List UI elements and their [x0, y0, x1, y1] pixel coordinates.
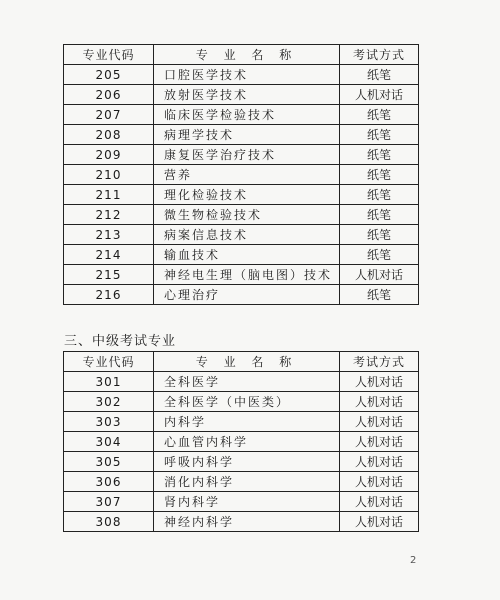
exam-mode: 纸笔: [340, 65, 419, 85]
table-row: [64, 372, 419, 392]
specialty-name: 康复医学治疗技术: [154, 145, 340, 165]
table-row: [64, 432, 419, 452]
specialty-name: 心血管内科学: [154, 432, 340, 452]
specialty-name: 心理治疗: [154, 285, 340, 305]
exam-mode: 纸笔: [340, 245, 419, 265]
exam-mode: 纸笔: [340, 205, 419, 225]
specialty-code: 301: [64, 372, 154, 392]
exam-mode: 人机对话: [340, 412, 419, 432]
table-row: [64, 225, 419, 245]
table-row: [64, 125, 419, 145]
exam-mode: 人机对话: [340, 265, 419, 285]
specialty-code: 207: [64, 105, 154, 125]
exam-mode: 纸笔: [340, 165, 419, 185]
primary-exam-table: [63, 44, 419, 305]
table-row: [64, 512, 419, 532]
header-specialty-code: 专业代码: [64, 45, 154, 65]
table-row: [64, 65, 419, 85]
header-exam-mode: 考试方式: [340, 45, 419, 65]
specialty-code: 303: [64, 412, 154, 432]
table-row: [64, 165, 419, 185]
specialty-code: 214: [64, 245, 154, 265]
table-row: [64, 492, 419, 512]
specialty-name: 内科学: [154, 412, 340, 432]
exam-mode: 人机对话: [340, 372, 419, 392]
table-row: [64, 472, 419, 492]
specialty-code: 209: [64, 145, 154, 165]
specialty-code: 308: [64, 512, 154, 532]
header-specialty-code: 专业代码: [64, 352, 154, 372]
specialty-code: 305: [64, 452, 154, 472]
table-row: [64, 245, 419, 265]
specialty-code: 205: [64, 65, 154, 85]
table-row: [64, 145, 419, 165]
specialty-code: 208: [64, 125, 154, 145]
specialty-name: 全科医学: [154, 372, 340, 392]
specialty-code: 212: [64, 205, 154, 225]
specialty-name: 营养: [154, 165, 340, 185]
table-row: [64, 265, 419, 285]
exam-mode: 人机对话: [340, 392, 419, 412]
specialty-name: 放射医学技术: [154, 85, 340, 105]
specialty-code: 213: [64, 225, 154, 245]
exam-mode: 纸笔: [340, 285, 419, 305]
exam-mode: 纸笔: [340, 125, 419, 145]
table-header-row: [64, 352, 419, 372]
specialty-name: 口腔医学技术: [154, 65, 340, 85]
specialty-code: 304: [64, 432, 154, 452]
table-row: [64, 412, 419, 432]
specialty-code: 302: [64, 392, 154, 412]
specialty-code: 307: [64, 492, 154, 512]
table-row: [64, 185, 419, 205]
table-row: [64, 105, 419, 125]
exam-mode: 纸笔: [340, 225, 419, 245]
table-row: [64, 85, 419, 105]
specialty-code: 215: [64, 265, 154, 285]
exam-mode: 纸笔: [340, 145, 419, 165]
specialty-name: 消化内科学: [154, 472, 340, 492]
specialty-code: 211: [64, 185, 154, 205]
specialty-name: 肾内科学: [154, 492, 340, 512]
specialty-name: 全科医学（中医类）: [154, 392, 340, 412]
table-header-row: [64, 45, 419, 65]
specialty-name: 微生物检验技术: [154, 205, 340, 225]
exam-mode: 纸笔: [340, 105, 419, 125]
exam-mode: 纸笔: [340, 185, 419, 205]
specialty-name: 呼吸内科学: [154, 452, 340, 472]
specialty-name: 病理学技术: [154, 125, 340, 145]
specialty-name: 输血技术: [154, 245, 340, 265]
specialty-name: 神经内科学: [154, 512, 340, 532]
exam-mode: 人机对话: [340, 452, 419, 472]
specialty-code: 216: [64, 285, 154, 305]
header-specialty-name: 专 业 名 称: [154, 45, 340, 65]
table-row: [64, 452, 419, 472]
specialty-code: 210: [64, 165, 154, 185]
header-exam-mode: 考试方式: [340, 352, 419, 372]
specialty-name: 理化检验技术: [154, 185, 340, 205]
exam-mode: 人机对话: [340, 432, 419, 452]
exam-mode: 人机对话: [340, 472, 419, 492]
table-row: [64, 205, 419, 225]
specialty-name: 神经电生理（脑电图）技术: [154, 265, 340, 285]
table-row: [64, 392, 419, 412]
exam-mode: 人机对话: [340, 492, 419, 512]
page-number: 2: [410, 555, 417, 566]
specialty-code: 306: [64, 472, 154, 492]
exam-mode: 人机对话: [340, 512, 419, 532]
specialty-name: 临床医学检验技术: [154, 105, 340, 125]
exam-mode: 人机对话: [340, 85, 419, 105]
header-specialty-name: 专 业 名 称: [154, 352, 340, 372]
table-row: [64, 285, 419, 305]
specialty-name: 病案信息技术: [154, 225, 340, 245]
intermediate-exam-table: [63, 351, 419, 532]
section-heading: 三、中级考试专业: [64, 334, 177, 349]
specialty-code: 206: [64, 85, 154, 105]
